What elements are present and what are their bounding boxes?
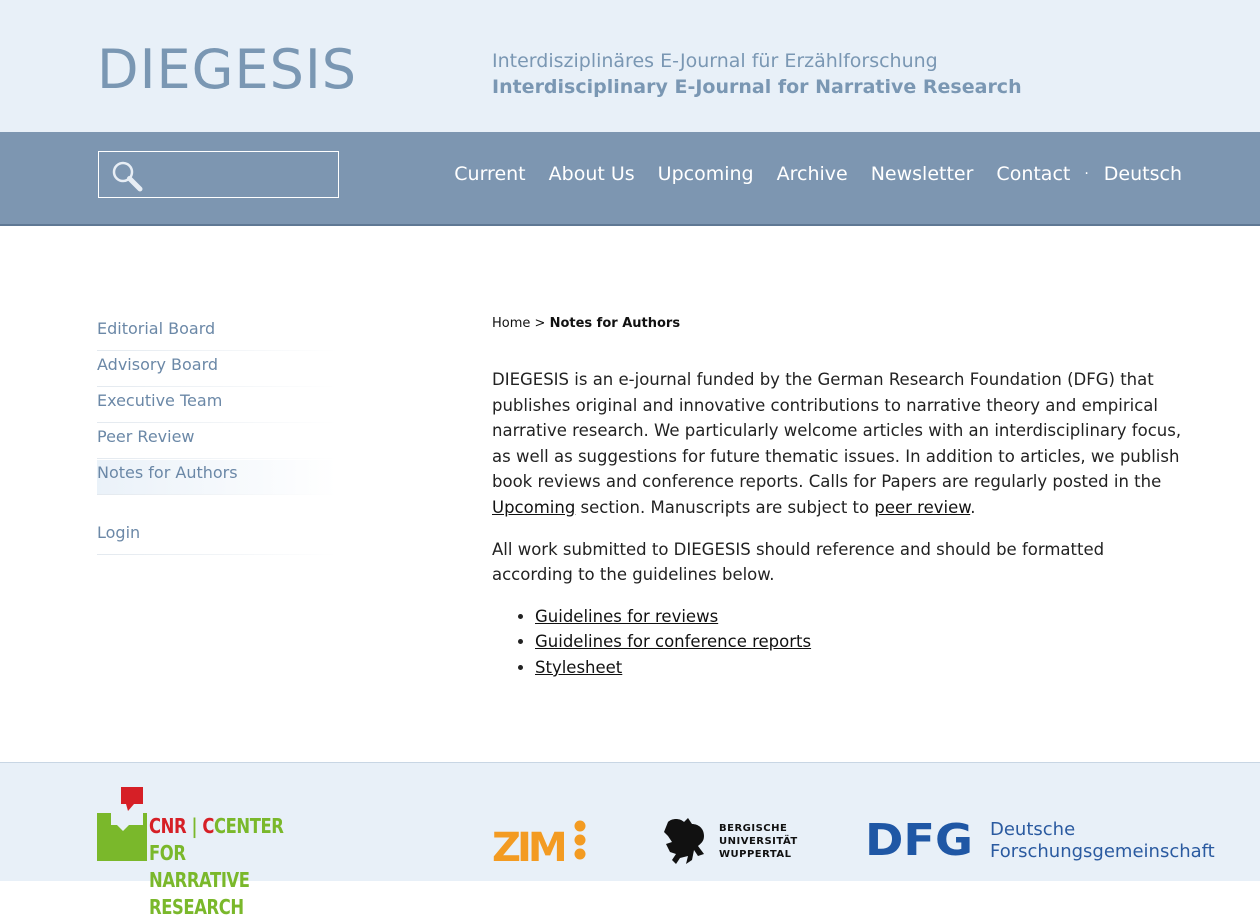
sidebar-item-executive-team[interactable]: Executive Team bbox=[97, 388, 337, 424]
buw-logo[interactable] bbox=[662, 816, 798, 870]
dfg-mark-text: DFG bbox=[865, 815, 973, 866]
main-content bbox=[492, 316, 1182, 681]
sidebar-item-login[interactable]: Login bbox=[97, 520, 337, 556]
list-item bbox=[535, 629, 1182, 655]
breadcrumb-separator: > bbox=[534, 316, 546, 331]
lion-crest-icon bbox=[662, 816, 708, 866]
zim-logo[interactable]: ZIM bbox=[492, 819, 588, 871]
breadcrumb-home[interactable]: Home bbox=[492, 316, 531, 331]
breadcrumb bbox=[492, 316, 1182, 331]
list-item bbox=[535, 655, 1182, 681]
guidelines-conference-reports-link[interactable]: Guidelines for conference reports bbox=[535, 632, 812, 652]
tagline-german: Interdisziplinäres E-Journal für Erzählforschung bbox=[492, 50, 938, 72]
search-icon bbox=[111, 160, 143, 192]
sidebar-item-notes-for-authors[interactable]: Notes for Authors bbox=[97, 460, 337, 496]
main-nav bbox=[431, 163, 1182, 185]
site-logo[interactable]: DIEGESIS bbox=[97, 38, 358, 101]
nav-archive[interactable]: Archive bbox=[776, 163, 848, 185]
nav-contact[interactable]: Contact bbox=[996, 163, 1071, 185]
buw-wordmark: BERGISCHE UNIVERSITÄT WUPPERTAL bbox=[719, 823, 798, 860]
dfg-wordmark: Deutsche Forschungsgemeinschaft bbox=[990, 819, 1215, 862]
sidebar-item-peer-review[interactable]: Peer Review bbox=[97, 424, 337, 460]
guidelines-list bbox=[535, 604, 1182, 681]
breadcrumb-current: Notes for Authors bbox=[549, 316, 681, 331]
dfg-mark-icon bbox=[865, 815, 975, 866]
guidelines-paragraph: All work submitted to DIEGESIS should reference and should be formatted according to the guidelines below. bbox=[492, 539, 1105, 585]
cnr-logo[interactable] bbox=[97, 787, 342, 919]
search-box[interactable] bbox=[98, 151, 339, 198]
nav-separator: · bbox=[1084, 166, 1089, 182]
intro-paragraph bbox=[492, 367, 1182, 521]
nav-current[interactable]: Current bbox=[454, 163, 526, 185]
site-footer bbox=[0, 762, 1260, 919]
sidebar-item-advisory-board[interactable]: Advisory Board bbox=[97, 352, 337, 388]
sidebar-menu bbox=[97, 316, 337, 556]
language-switch[interactable]: Deutsch bbox=[1103, 163, 1182, 185]
cnr-wordmark: CNR | CCENTER FOR NARRATIVE RESEARCH bbox=[149, 814, 284, 919]
main-navbar bbox=[0, 132, 1260, 226]
nav-upcoming[interactable]: Upcoming bbox=[657, 163, 754, 185]
upcoming-link[interactable]: Upcoming bbox=[492, 497, 576, 517]
tagline-english: Interdisciplinary E-Journal for Narrative Research bbox=[492, 76, 1022, 98]
dfg-logo[interactable] bbox=[865, 815, 1215, 866]
intro-text-start: DIEGESIS is an e-journal funded by the German Research Foundation (DFG) that publishes original and innovative contributions to narrative theory and empirical narrative research. We particularly welcome articles with an interdisciplinary focus, as well as suggestions for future thematic issues. In addition to articles, we publish book reviews and conference reports. Calls for Papers are regularly posted in the bbox=[492, 370, 1182, 492]
search-input[interactable] bbox=[147, 158, 332, 192]
nav-newsletter[interactable]: Newsletter bbox=[870, 163, 974, 185]
nav-about-us[interactable]: About Us bbox=[548, 163, 635, 185]
stylesheet-link[interactable]: Stylesheet bbox=[535, 657, 623, 677]
peer-review-link[interactable]: peer review bbox=[874, 497, 971, 517]
intro-text-end: . bbox=[970, 497, 976, 517]
site-header bbox=[0, 0, 1260, 132]
guidelines-reviews-link[interactable]: Guidelines for reviews bbox=[535, 606, 719, 626]
zim-dots-icon bbox=[572, 819, 588, 861]
cnr-speech-bubble-icon bbox=[97, 787, 147, 863]
tagline bbox=[492, 48, 1022, 100]
sidebar-item-editorial-board[interactable]: Editorial Board bbox=[97, 316, 337, 352]
intro-text-middle: section. Manuscripts are subject to bbox=[575, 497, 875, 517]
list-item bbox=[535, 604, 1182, 630]
